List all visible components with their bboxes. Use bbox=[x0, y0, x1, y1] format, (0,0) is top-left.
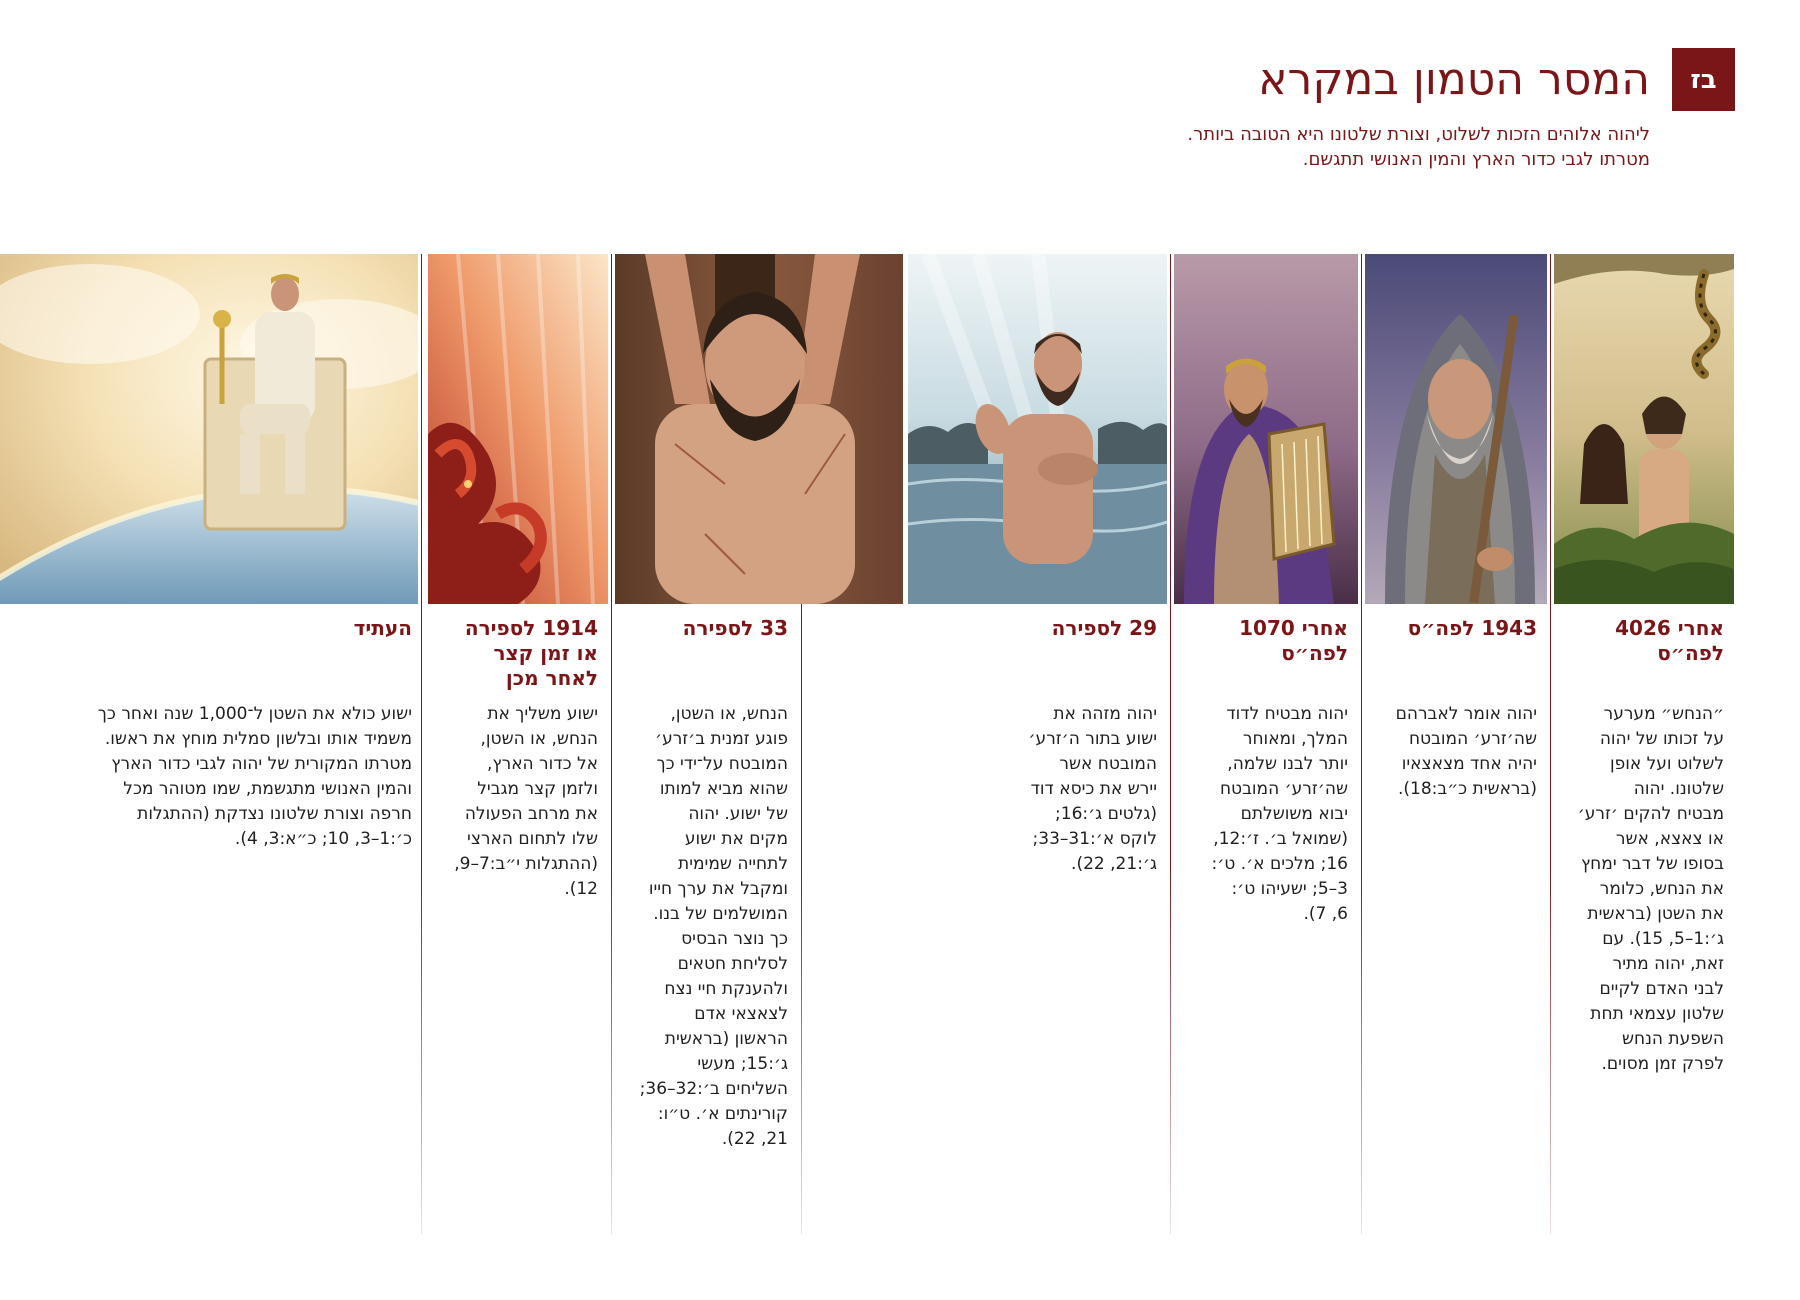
era-label: 1943 לפה״ס bbox=[1407, 616, 1537, 640]
era-label: העתיד bbox=[353, 616, 412, 640]
abraham-image bbox=[1365, 254, 1547, 604]
subtitle-line: מטרתו לגבי כדור הארץ והמין האנושי תתגשם. bbox=[1302, 149, 1650, 170]
era-description: ישוע משליך את הנחש, או השטן, אל כדור הארץ, ולזמן קצר מגביל את מרחב הפעולה שלו לתחום הארצי (ההתגלות י״ב:7–9, 12). bbox=[454, 704, 598, 899]
king-david-harp-image bbox=[1174, 254, 1358, 604]
jesus-king-throne-image bbox=[0, 254, 418, 604]
timeline-column-33ce bbox=[615, 254, 798, 1234]
timeline-column-future bbox=[0, 254, 418, 1234]
jesus-baptism-image bbox=[908, 254, 1167, 604]
satan-cast-down-image bbox=[428, 254, 608, 604]
era-description: ישוע כולא את השטן ל־1,000 שנה ואחר כך משמיד אותו ובלשון סמלית מוחץ את ראשו. מטרתו המקורית של יהוה לגבי כדור הארץ והמין האנושי מתגשמת, שמו מטוהר מכל חרפה וצורת שלטונו נצדקת (ההתגלות כ׳:1–3, 10; כ״א:3, 4). bbox=[97, 704, 412, 849]
adam-eve-serpent-image bbox=[1554, 254, 1734, 604]
jesus-death-image bbox=[615, 254, 903, 604]
subtitle-line: ליהוה אלוהים הזכות לשלוט, וצורת שלטונו היא הטובה ביותר. bbox=[1187, 124, 1650, 145]
era-label: 29 לספירה bbox=[1051, 616, 1157, 640]
era-description: יהוה מזהה את ישוע בתור ה׳זרע׳ המובטח אשר יירש את כיסא דוד (גלטים ג׳:16; לוקס א׳:31–33; ג׳:21, 22). bbox=[1028, 704, 1157, 874]
timeline bbox=[0, 254, 1800, 1234]
era-description: ״הנחש״ מערער על זכותו של יהוה לשלוט ועל אופן שלטונו. יהוה מבטיח להקים ׳זרע׳ או צאצא, אשר בסופו של דבר ימחץ את הנחש, כלומר את השטן (בראשית ג׳:1–5, 15). עם זאת, יהוה מתיר לבני האדם לקיים שלטון עצמאי תחת השפעת הנחש לפרק זמן מסוים. bbox=[1577, 704, 1724, 1074]
era-label: אחרי 1070 לפה״ס bbox=[1239, 616, 1348, 665]
era-label: אחרי 4026 לפה״ס bbox=[1615, 616, 1724, 665]
timeline-column-david bbox=[1174, 254, 1358, 1234]
timeline-column-genesis bbox=[1554, 254, 1734, 1234]
era-label: 1914 לספירה או זמן קצר לאחר מכן bbox=[464, 616, 598, 690]
era-description: יהוה מבטיח לדוד המלך, ומאוחר יותר לבנו שלמה, שה׳זרע׳ המובטח יבוא משושלתם (שמואל ב׳. ז׳:12, 16; מלכים א׳. ט׳: 3–5; ישעיהו ט׳: 6, 7). bbox=[1211, 704, 1348, 924]
page-title: המסר הטמון במקרא bbox=[1258, 54, 1650, 105]
era-label: 33 לספירה bbox=[682, 616, 788, 640]
chapter-badge: בז bbox=[1672, 48, 1735, 111]
timeline-column-abraham bbox=[1365, 254, 1547, 1234]
era-description: הנחש, או השטן, פוגע זמנית ב׳זרע׳ המובטח על־ידי כך שהוא מביא למותו של ישוע. יהוה מקים את ישוע לתחייה שמימית ומקבל את ערך חייו המושלמים של בנו. כך נוצר הבסיס לסליחת חטאים ולהענקת חיי נצח לצאצאי אדם הראשון (בראשית ג׳:15; מעשי השליחים ב׳:32–36; קורינתים א׳. ט״ו: 21, 22). bbox=[639, 704, 788, 1149]
era-description: יהוה אומר לאברהם שה׳זרע׳ המובטח יהיה אחד מצאצאיו (בראשית כ״ב:18). bbox=[1395, 704, 1537, 799]
timeline-column-1914 bbox=[425, 254, 608, 1234]
page-subtitle bbox=[1187, 122, 1650, 172]
